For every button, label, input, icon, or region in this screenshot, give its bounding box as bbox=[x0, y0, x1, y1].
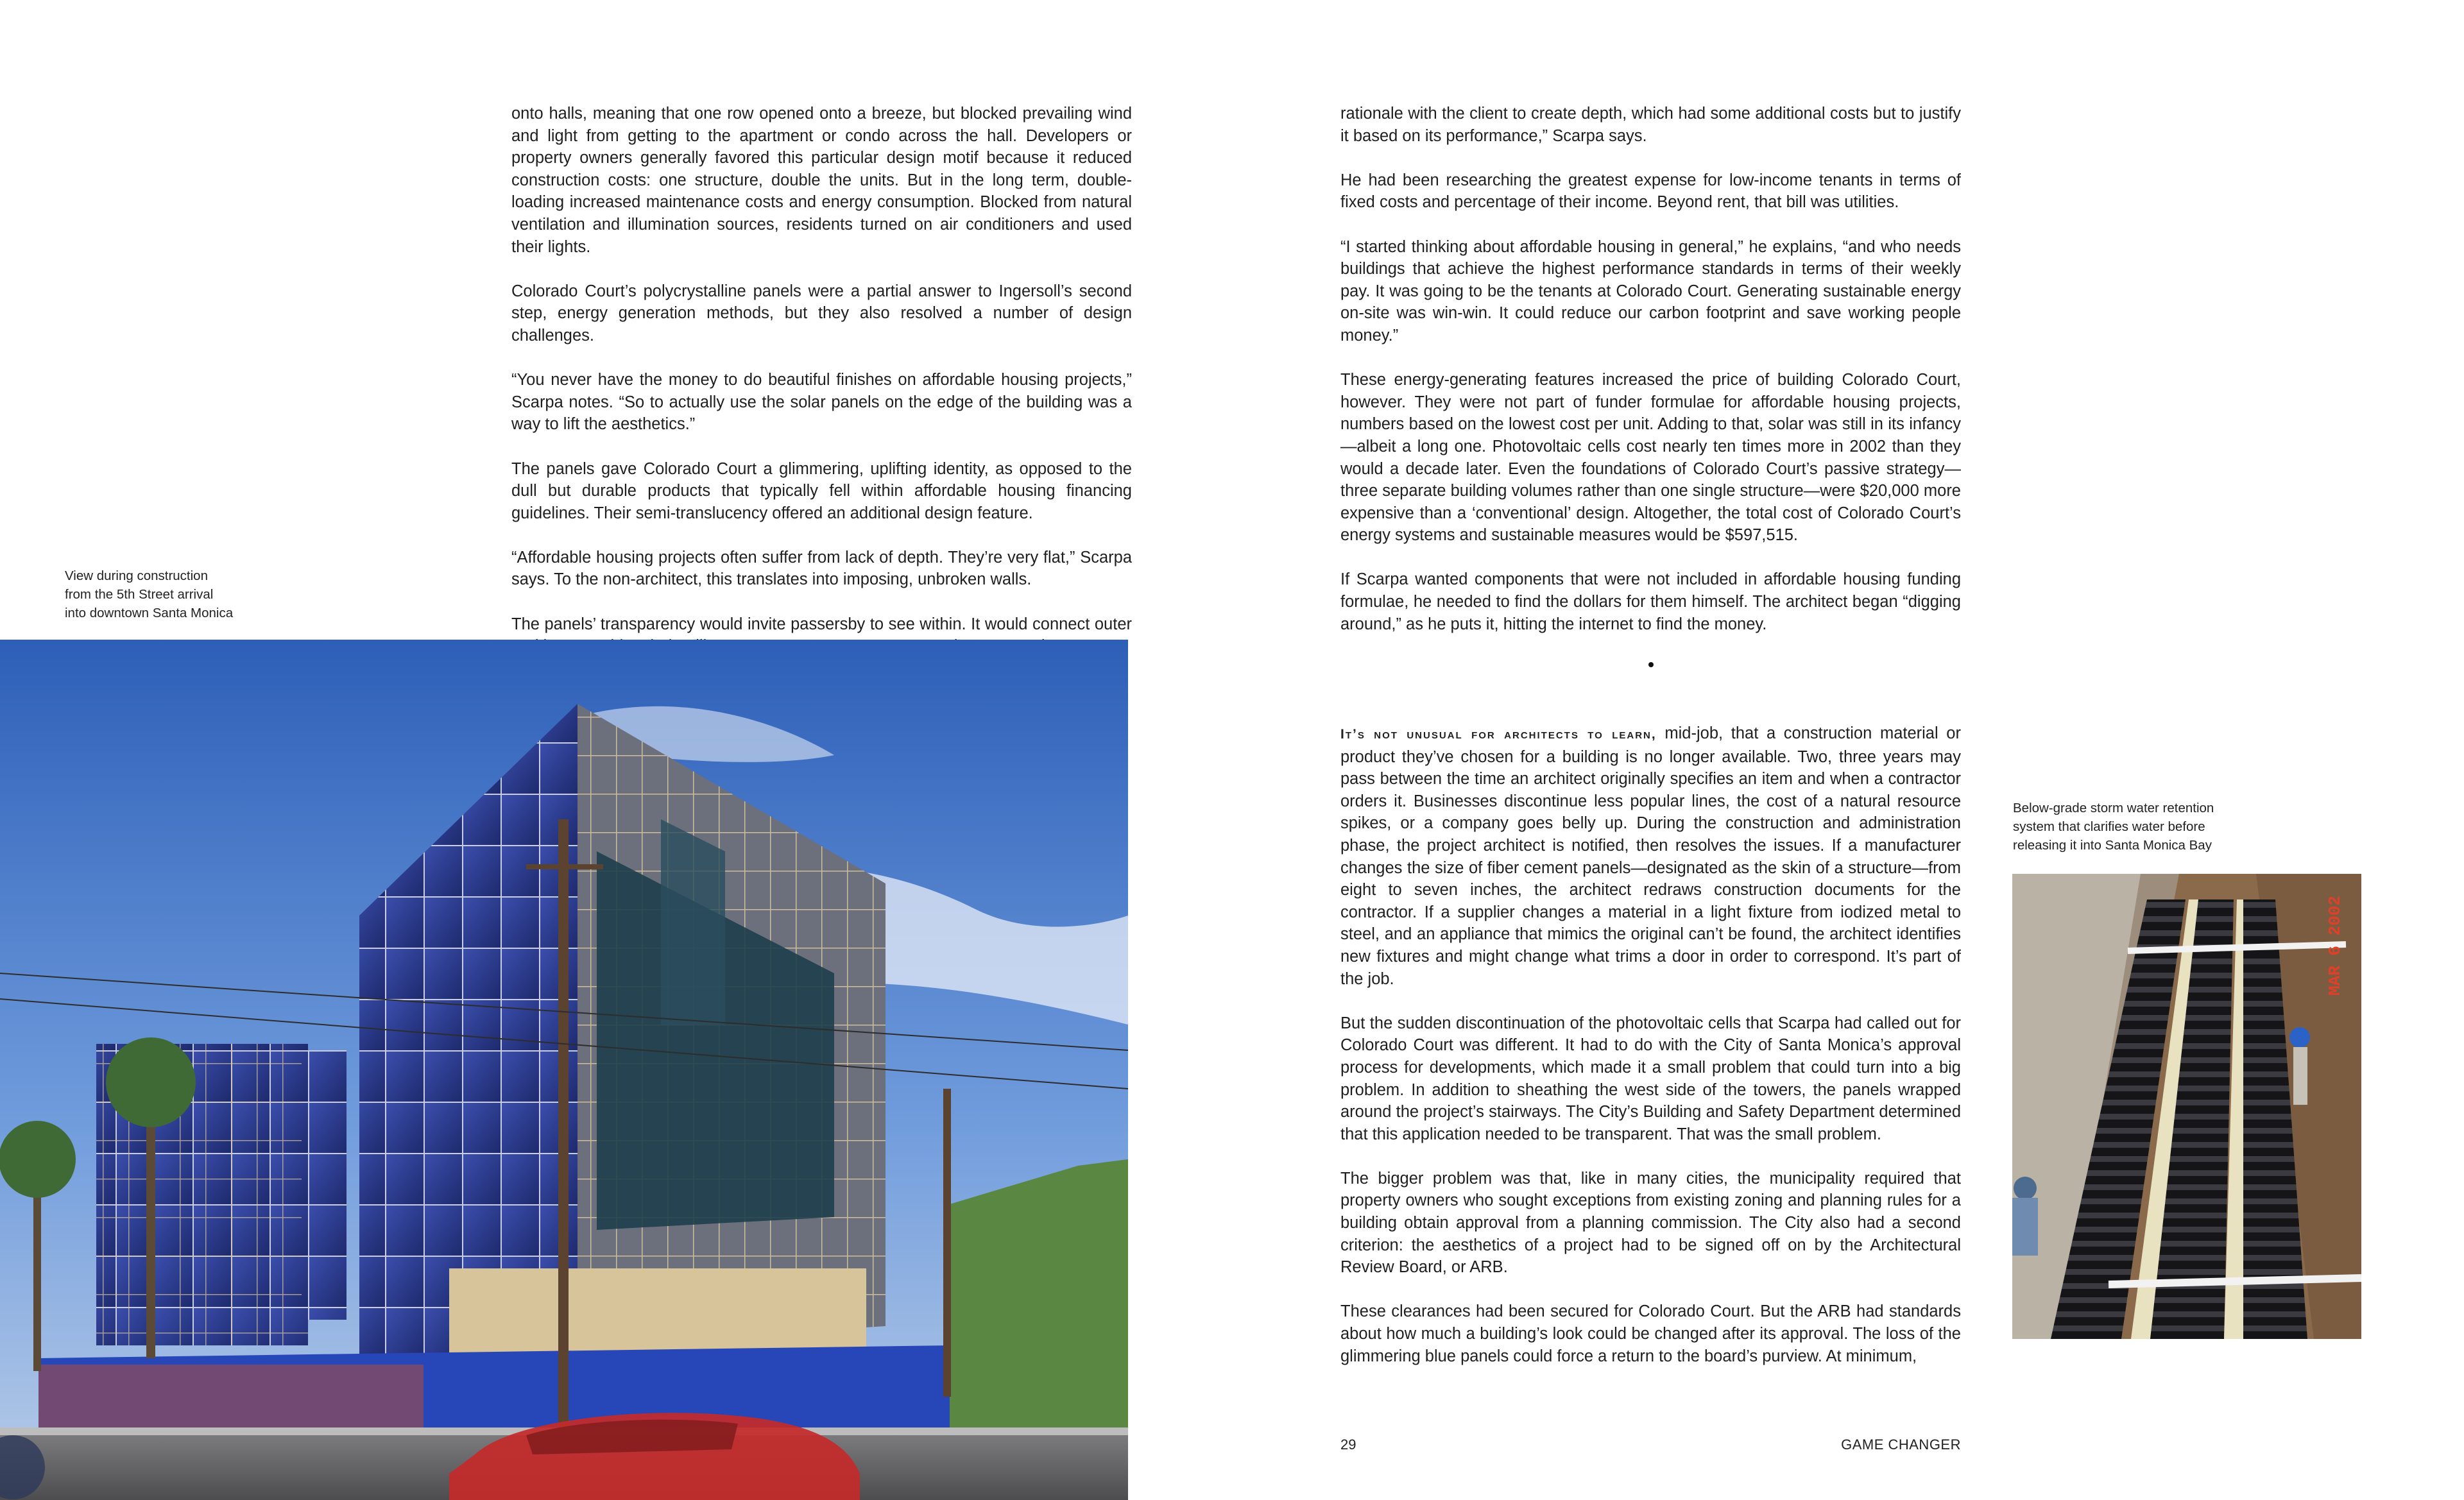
body-paragraph: These energy-generating features increased the price of building Colorado Court, however. They were not part of funder formulae for affordable housing projects, numbers based on the lowest cost per unit. Adding to that, solar was still in its infancy—albeit a long one. Photovoltaic cells cost nearly ten times more in 2002 than they would a decade later. Even the foundations of Colorado Court’s passive strategy—three separate building volumes rather than one single structure—were $20,000 more expensive than a ‘conventional’ design. Altogether, the total cost of Colorado Court’s energy systems and sustainable measures would be $597,515. bbox=[1340, 371, 1961, 545]
left-text-column bbox=[511, 103, 1132, 658]
caption-line: system that clarifies water before bbox=[2013, 819, 2205, 834]
body-paragraph: Colorado Court’s polycrystalline panels were a partial answer to Ingersoll’s second step, energy generation methods, but they also resolved a number of design challenges. bbox=[511, 282, 1132, 345]
section-break-dot bbox=[1648, 662, 1654, 667]
photo-date-stamp: MAR 6 2002 bbox=[2325, 895, 2345, 996]
body-paragraph: But the sudden discontinuation of the photovoltaic cells that Scarpa had called out for Colorado Court was different. It had to do with the City of Santa Monica’s approval process for developments, which made it a small problem that could turn into a big problem. In addition to sheathing the west side of the towers, the panels wrapped around the project’s stairways. The City’s Building and Safety Department determined that this application needed to be transparent. That was the small problem. bbox=[1340, 1014, 1961, 1143]
body-paragraph-lead bbox=[1340, 722, 1961, 990]
right-text-column-bottom bbox=[1340, 722, 1961, 1367]
body-paragraph: onto halls, meaning that one row opened onto a breeze, but blocked prevailing wind and light from getting to the apartment or condo across the hall. Developers or property owners generally favored this particular design motif because it reduced construction costs: one structure, double the units. But in the long term, double-loading increased maintenance costs and energy consumption. Blocked from natural ventilation and illumination sources, residents turned on air conditioners and used their lights. bbox=[511, 105, 1132, 256]
body-paragraph: The panels’ transparency would invite passersby to see within. It would connect outer bbox=[511, 615, 1132, 633]
body-paragraph: He had been researching the greatest expense for low-income tenants in terms of fixed costs and percentage of their income. Beyond rent, that bill was utilities. bbox=[1340, 171, 1961, 212]
caption-line: View during construction bbox=[65, 568, 208, 583]
body-paragraph: “Affordable housing projects often suffer from lack of depth. They’re very flat,” Scarpa says. To the non-architect, this translates into imposing, unbroken walls. bbox=[511, 548, 1132, 589]
body-paragraph: If Scarpa wanted components that were not included in affordable housing funding formulae, he needed to find the dollars for them himself. The architect began “digging around,” as he puts it, hitting the internet to find the money. bbox=[1340, 570, 1961, 633]
body-paragraph: The bigger problem was that, like in many cities, the municipality required that property owners who sought exceptions from existing zoning and planning rules for a building obtain approval from a planning commission. The City also had a second criterion: the aesthetics of a project had to be signed off on by the Architectural Review Board, or ARB. bbox=[1340, 1169, 1961, 1277]
body-paragraph: These clearances had been secured for Colorado Court. But the ARB had standards about how much a building’s look could be changed after its approval. The loss of the glimmering blue panels could force a return to the board’s purview. At minimum, bbox=[1340, 1302, 1961, 1365]
body-paragraph: “You never have the money to do beautiful finishes on affordable housing projects,” Scarpa notes. “So to actually use the solar panels on the edge of the building was a way to lift the aesthetics.” bbox=[511, 371, 1132, 434]
caption-line: Below-grade storm water retention bbox=[2013, 801, 2214, 815]
caption-line: into downtown Santa Monica bbox=[65, 606, 234, 620]
photo-caption-left bbox=[65, 567, 270, 622]
caption-line: releasing it into Santa Monica Bay bbox=[2013, 838, 2212, 853]
caption-line: from the 5th Street arrival bbox=[65, 587, 214, 602]
photo-caption-right bbox=[2013, 799, 2244, 855]
lead-in-small-caps: It’s not unusual for architects to learn, bbox=[1340, 727, 1657, 742]
storm-water-photo bbox=[2012, 874, 2361, 1339]
body-paragraph: The panels gave Colorado Court a glimmering, uplifting identity, as opposed to the dull but durable products that typically fell within affordable housing financing guidelines. Their semi-translucency offered an additional design feature. bbox=[511, 459, 1132, 522]
construction-photo bbox=[0, 640, 1128, 1500]
lead-paragraph-text: mid-job, that a construction material or product they’ve chosen for a building is no longer available. Two, three years may pass between the time an architect originally specifies an item and when a contractor orders it. Businesses discontinue less popular lines, the cost of a natural resource spikes, or a company goes belly up. During the construction and administration phase, the project architect is notified, then resolves the issues. If a manufacturer changes the size of fiber cement panels—designated as the skin of a structure—from eight to seven inches, the architect redraws construction documents for the contractor. If a supplier changes a material in a light fixture from iodized metal to steel, and an appliance that mimics the original can’t be found, the architect identifies new fixtures and might change what trims a door in order to correspond. It’s part of the job. bbox=[1340, 724, 1961, 988]
body-paragraph: rationale with the client to create depth, which had some additional costs but to justify it based on its performance,” Scarpa says. bbox=[1340, 105, 1961, 145]
page-number: 29 bbox=[1340, 1436, 1356, 1453]
right-text-column-top bbox=[1340, 103, 1961, 635]
body-paragraph: “I started thinking about affordable housing in general,” he explains, “and who needs buildings that achieve the highest performance standards in terms of their weekly pay. It was going to be the tenants at Colorado Court. Generating sustainable energy on-site was win-win. It could reduce our carbon footprint and save working people money.” bbox=[1340, 237, 1961, 345]
running-title: GAME CHANGER bbox=[1841, 1436, 1961, 1453]
